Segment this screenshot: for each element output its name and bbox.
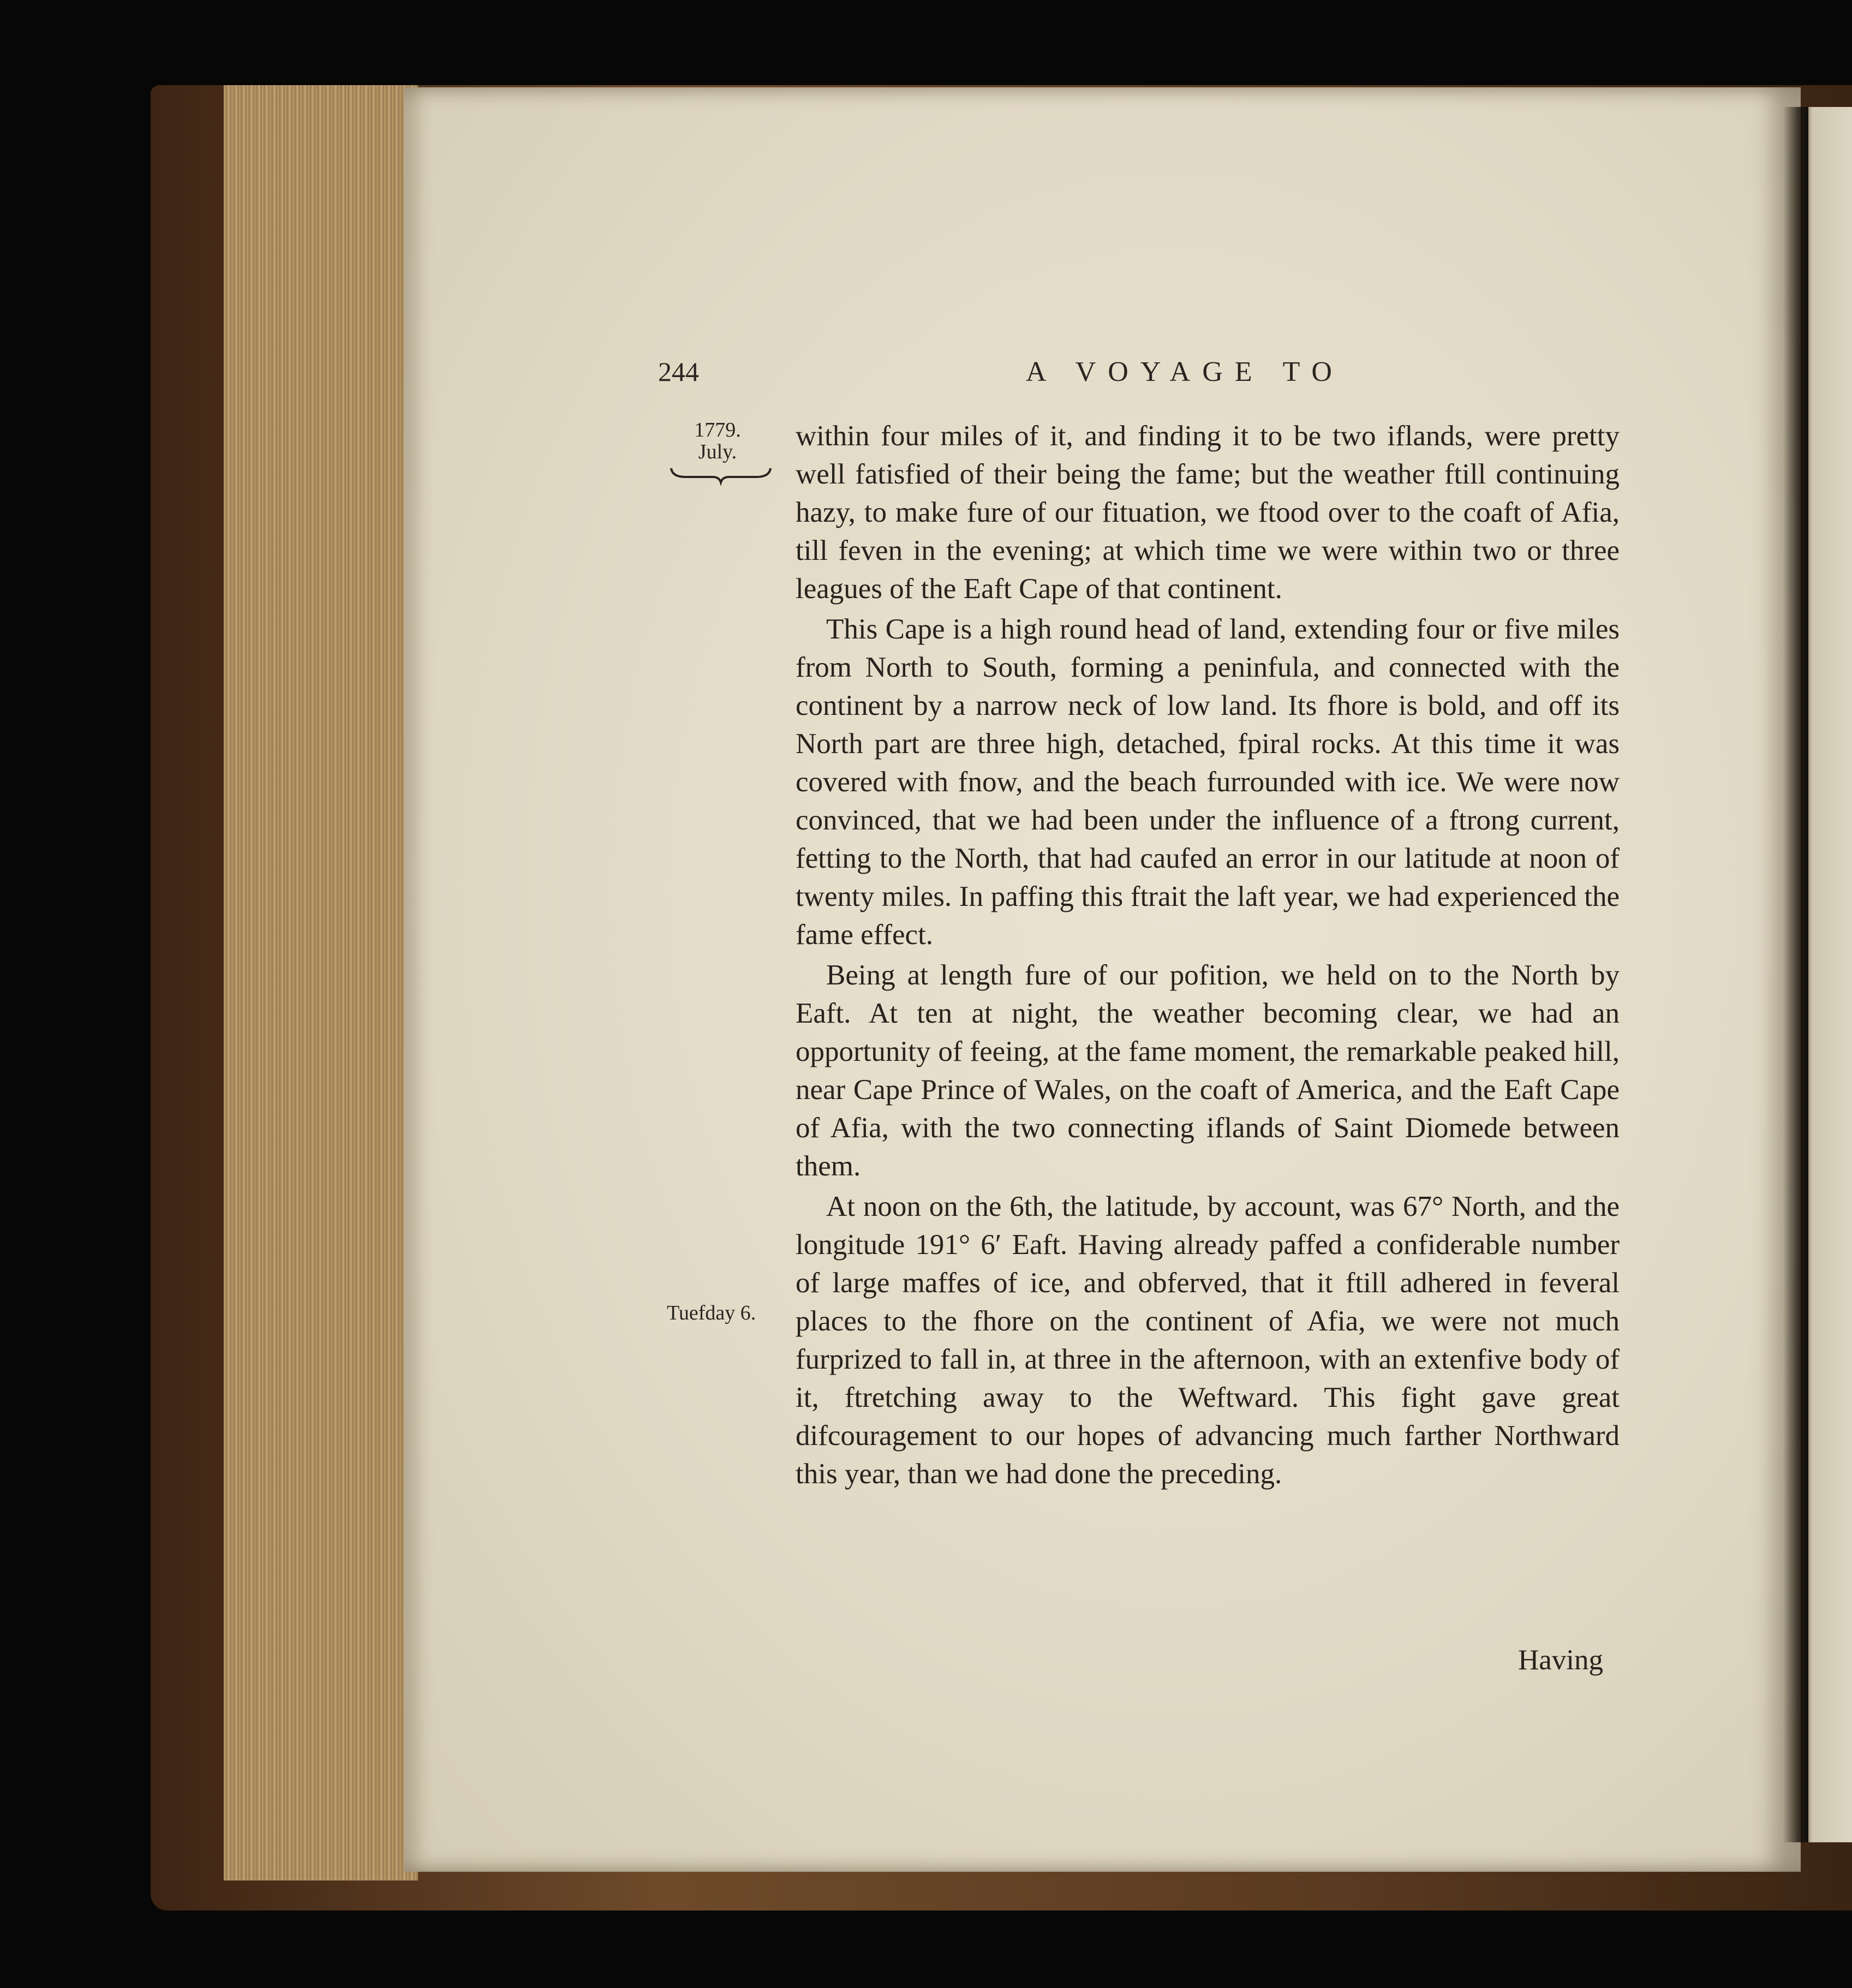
page-block-edge xyxy=(224,85,418,1880)
paragraph: This Cape is a high round head of land, extending four or five miles from North to South, forming a peninfula, and connected with the continent by a narrow neck of low land. Its fhore is bold, and off its North part are three high, detached, fpiral rocks. At this time it was covered with fnow, and the beach furrounded with ice. We were now convinced, that we had been under the influence of a ftrong current, fetting to the North, that had caufed an error in our latitude at noon of twenty miles. In paffing this ftrait the laft year, we had experienced the fame effect. xyxy=(796,613,1620,951)
running-head: A VOYAGE TO xyxy=(1026,356,1344,387)
book-gutter xyxy=(1783,107,1808,1842)
margin-brace xyxy=(669,464,773,486)
facing-page-edge xyxy=(1801,107,1852,1842)
catchword: Having xyxy=(1518,1644,1604,1676)
paragraph: At noon on the 6th, the latitude, by account, was 67° North, and the longitude 191° 6′ Eaft. Having already paffed a confiderable number of large maffes of ice, and obferved, that it ftill adhered in feveral places to the fhore on the continent of Afia, we were not much furprized to fall in, at three in the afternoon, with an extenfive body of it, ftretching away to the Weftward. This fight gave great difcouragement to our hopes of advancing much farther Northward this year, than we had done the preceding. xyxy=(796,1191,1620,1490)
body-text xyxy=(796,417,1620,1495)
paragraph: Being at length fure of our pofition, we held on to the North by Eaft. At ten at night, the weather becoming clear, we had an opportunity of feeing, at the fame moment, the remarkable peaked hill, near Cape Prince of Wales, on the coaft of America, and the Eaft Cape of Afia, with the two connecting iflands of Saint Diomede between them. xyxy=(796,959,1620,1182)
paragraph: within four miles of it, and finding it to be two iflands, were pretty well fatisfied of their being the fame; but the weather ftill continuing hazy, to make fure of our fituation, we ftood over to the coaft of Afia, till feven in the evening; at which time we were within two or three leagues of the Eaft Cape of that continent. xyxy=(796,420,1620,605)
margin-year: 1779. xyxy=(694,419,741,441)
margin-month: July. xyxy=(698,440,737,463)
margin-date-note: Tuefday 6. xyxy=(667,1302,756,1324)
page-number: 244 xyxy=(658,356,699,387)
